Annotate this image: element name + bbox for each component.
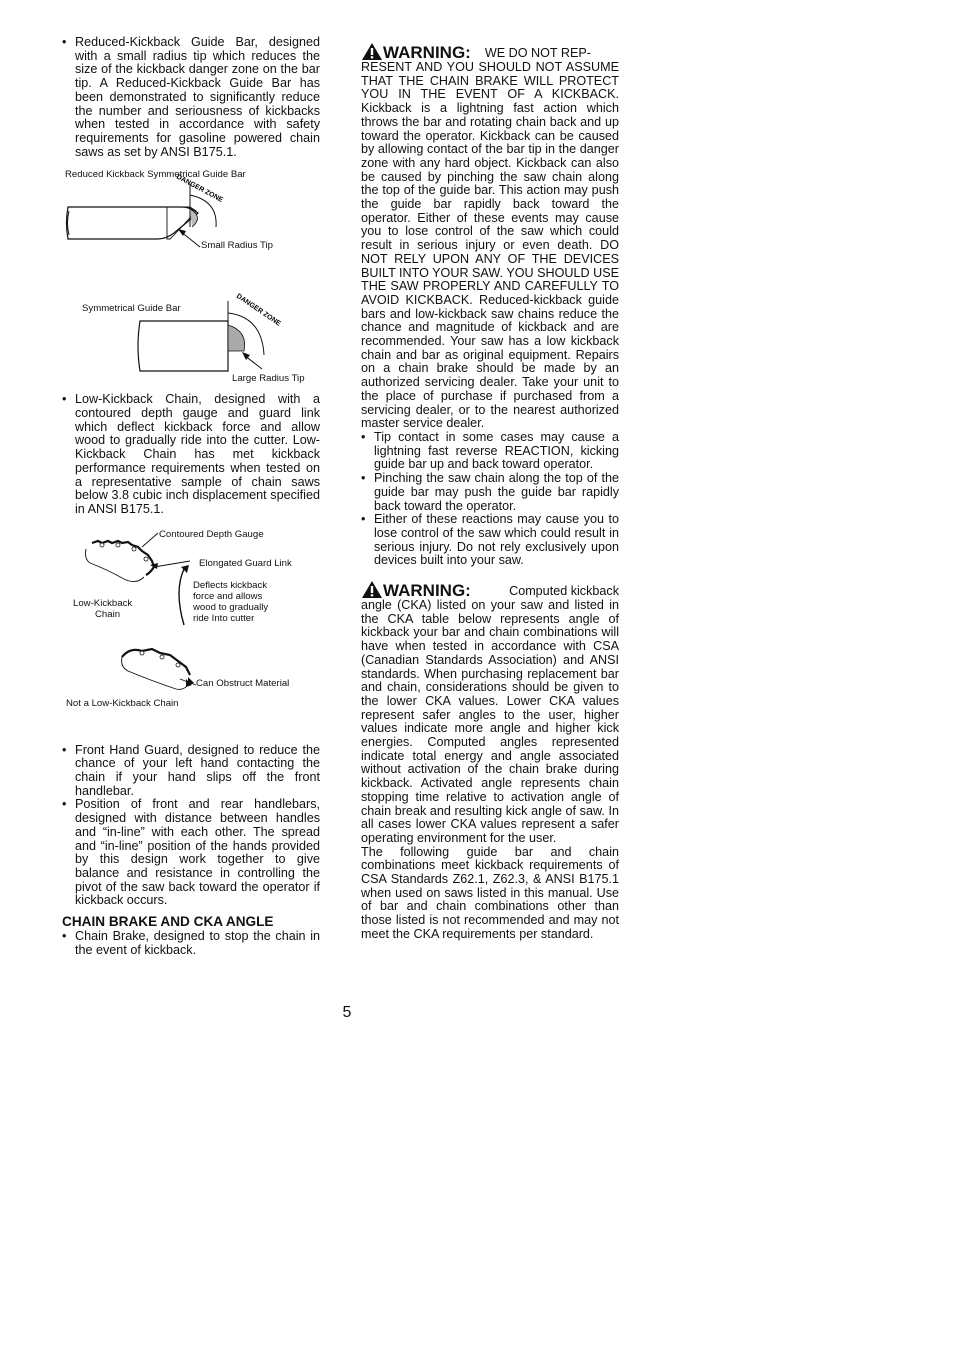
warning-1-header (361, 42, 619, 61)
bullet-front-hand-guard: • Front Hand Guard, designed to reduce the chance of your left hand contacting the chain if your hand slips off the front handlebar. (62, 744, 320, 799)
guidebar-bullet-list (62, 36, 320, 159)
warning-1-body: RESENT AND YOU SHOULD NOT ASSUME THAT THE CHAIN BRAKE WILL PROTECT YOU IN THE EVENT OF A KICKBACK. Kickback is a lightning fast action which throws the bar and rotating chain back and up toward the operator. Kickback can be caused by allowing contact of the bar tip in the danger zone with any hard object. Kickback can also be caused by pinching the saw chain along the top of the guide bar. This action may push the guide bar rapidly back toward the operator. Either of these events may cause you to lose control of the saw which could result in serious injury or even death. DO NOT RELY UPON ANY OF THE DEVICES BUILT INTO YOUR SAW. YOU SHOULD USE THE SAW PROPERLY AND CAREFULLY TO AVOID KICKBACK. Reduced-kickback guide bars and low-kickback saw chains reduce the chance and magnitude of kickback and are recommended. Your saw has a low kickback chain and bar as original equipment. Repairs on a chain brake should be made by an authorized servicing dealer. Take your unit to the place of purchase if purchased from a servicing dealer, or to the nearest authorized master service dealer. (361, 60, 619, 431)
bullet-handlebar-position: • Position of front and rear handlebars, designed with distance between handles and “in-line” with each other. The spread and “in-line” position of the hands provided by this design work together to give balance and resistance in controlling the pivot of the saw back toward the operator if kickback occurs. (62, 798, 320, 908)
warning-2-first-line: Computed kickback (509, 584, 619, 599)
right-column (361, 36, 619, 942)
bar-chain-combinations-paragraph: The following guide bar and chain combinations meet kickback requirements of CSA Standards Z62.1, Z62.3, & ANSI B175.1 when used on saws listed in this manual. Use of bar and chain combinations other than those listed is not recommended and may not meet the CKA requirements per standard. (361, 844, 619, 941)
warning-triangle-icon (361, 580, 383, 599)
warning-2-body: angle (CKA) listed on your saw and listed in the CKA table below represents angle of kickback your bar and chain combinations will have when tested in accordance with CSA (Canadian Standards Association) and ANSI standards. When purchasing replacement bar and chain, considerations should be given to the lower CKA values. Lower CKA values represent safer angles to the user, higher values indicate more angle and higher kick energies. Computed angles represented indicate total energy and angle associated without activation of the chain brake during kickback. Activated angle represents chain stopping time relative to activation angle of chain break and resulting kick angle of saw. In all cases lower CKA values represent a safer operating environment for the user. (361, 598, 619, 845)
figure-low-kickback-chain (62, 529, 320, 727)
fig3-elongated-guard-link: Elongated Guard Link (199, 557, 292, 569)
page-number: 5 (342, 1004, 352, 1021)
fig2-danger-zone-label: DANGER ZONE (234, 293, 282, 328)
warning-1-label: WARNING: (383, 43, 471, 62)
fig3-not-low-kickback-chain: Not a Low-Kickback Chain (66, 697, 179, 709)
warning-1-first-line: WE DO NOT REP- (484, 46, 591, 61)
warning-2-label: WARNING: (383, 581, 471, 601)
fig3-can-obstruct-material: Can Obstruct Material (196, 677, 290, 689)
bullet-lose-control: • Either of these reactions may cause you to lose control of the saw which could result in serious injury. Do not rely exclusively upon devices built into your saw. (361, 513, 619, 568)
fig3-deflects-note: Deflects kickback force and allows wood to gradually ride Into cutter (193, 579, 269, 624)
fig2-large-radius-tip: Large Radius Tip (232, 373, 305, 385)
section-title-chain-brake: CHAIN BRAKE AND CKA ANGLE (62, 914, 274, 930)
chain-bullet-list (62, 393, 320, 516)
fig1-danger-zone-label: DANGER ZONE (175, 173, 225, 205)
bullet-tip-contact: • Tip contact in some cases may cause a lightning fast reverse REACTION, kicking guide bar up and back toward operator. (361, 431, 619, 472)
bullet-low-kickback-chain: • Low-Kickback Chain, designed with a contoured depth gauge and guard link which deflect kickback force and allow wood to gradually ride into the cutter. Low-Kickback Chain has met kickback performance requirements when tested on a representative sample of chain saws below 3.8 cubic inch displacement specified in ANSI B175.1. (62, 393, 320, 516)
reaction-bullet-list (361, 431, 619, 568)
fig1-title: Reduced Kickback Symmetrical Guide Bar (65, 169, 246, 181)
hand-guard-bullet-list (62, 744, 320, 908)
warning-2-header (361, 580, 619, 599)
reduced-kickback-bar-drawing (62, 169, 320, 289)
bullet-reduced-kickback-guide-bar: • Reduced-Kickback Guide Bar, designed with a small radius tip which reduces the size of the kickback danger zone on the bar tip. A Reduced-Kickback Guide Bar has been demonstrated to significantly reduce the number and seriousness of kickbacks when tested in accordance with safety requirements for gasoline powered chain saws as set by ANSI B175.1. (62, 36, 320, 159)
fig3-low-kickback-label-2: Chain (95, 608, 121, 620)
left-column (62, 36, 320, 958)
fig1-small-radius-tip: Small Radius Tip (201, 240, 273, 252)
fig2-title: Symmetrical Guide Bar (82, 303, 181, 315)
bullet-pinching: • Pinching the saw chain along the top of the guide bar may push the guide bar rapidly back toward the operator. (361, 472, 619, 513)
brake-bullet-list (62, 930, 320, 957)
fig3-low-kickback-label-1: Low-Kickback (73, 597, 133, 609)
fig3-contoured-depth-gauge: Contoured Depth Gauge (159, 528, 264, 540)
figure-reduced-kickback-bar (62, 169, 320, 289)
bullet-chain-brake: • Chain Brake, designed to stop the chain in the event of kickback. (62, 930, 320, 957)
warning-triangle-icon (361, 42, 383, 61)
figure-symmetrical-bar (62, 295, 320, 391)
